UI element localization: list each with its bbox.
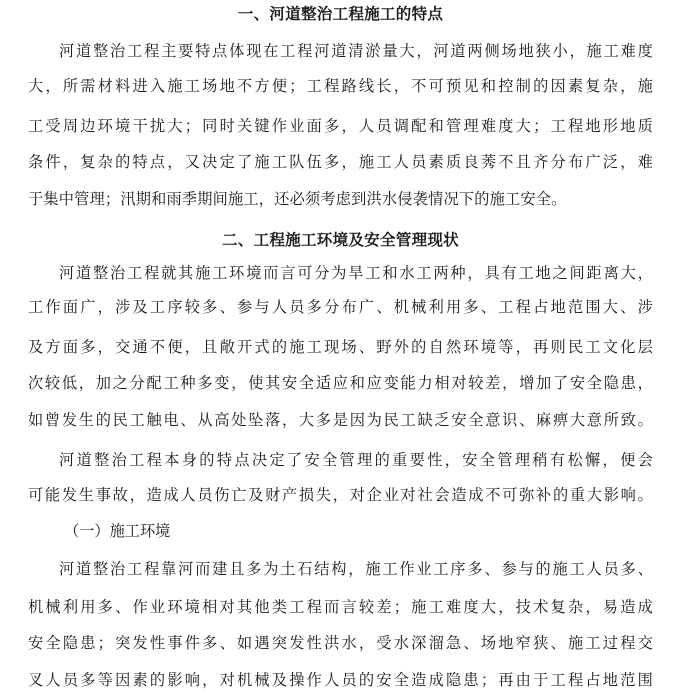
section-1-line-2: 大，所需材料进入施工场地不方便；工程路线长，不可预见和控制的因素复杂，施 (28, 77, 653, 95)
subsection-1-line-1: 河道整治工程靠河而建且多为土石结构，施工作业工序多、参与的施工人员多、 (59, 560, 653, 578)
section-1-line-1: 河道整治工程主要特点体现在工程河道清淤量大，河道两侧场地狭小，施工难度 (59, 42, 653, 60)
section-2-para-2-line-2: 可能发生事故，造成人员伤亡及财产损失，对企业对社会造成不可弥补的重大影响。 (28, 486, 653, 504)
subsection-1-line-4: 叉人员多等因素的影响，对机械及操作人员的安全造成隐患；再由于工程占地范围 (28, 671, 653, 689)
section-2-para-1-line-5: 如曾发生的民工触电、从高处坠落，大多是因为民工缺乏安全意识、麻痹大意所致。 (28, 411, 653, 429)
section-2-para-1-line-3: 及方面多，交通不便，且敞开式的施工现场、野外的自然环境等，再则民工文化层 (28, 338, 653, 356)
section-2-para-1-line-4: 次较低，加之分配工种多变，使其安全适应和应变能力相对较差，增加了安全隐患， (28, 374, 653, 392)
section-1-line-3: 工受周边环境干扰大；同时关键作业面多，人员调配和管理难度大；工程地形地质 (28, 117, 653, 135)
section-2-para-1-line-2: 工作面广，涉及工序较多、参与人员多分布广、机械利用多、工程占地范围大、涉 (28, 298, 653, 316)
section-1-line-5: 于集中管理；汛期和雨季期间施工，还必须考虑到洪水侵袭情况下的施工安全。 (28, 190, 567, 208)
subsection-1-line-2: 机械利用多、作业环境相对其他类工程而言较差；施工难度大，技术复杂，易造成 (28, 598, 653, 616)
section-2-para-1-line-1: 河道整治工程就其施工环境而言可分为旱工和水工两种，具有工地之间距离大， (59, 264, 653, 282)
section-2-heading: 二、工程施工环境及安全管理现状 (221, 231, 459, 249)
section-2-para-2-line-1: 河道整治工程本身的特点决定了安全管理的重要性，安全管理稍有松懈，便会 (59, 451, 653, 469)
section-1-heading: 一、河道整治工程施工的特点 (237, 5, 444, 23)
subsection-1-line-3: 安全隐患；突发性事件多、如遇突发性洪水，受水深溜急、场地窄狭、施工过程交 (28, 634, 653, 652)
section-1-line-4: 条件，复杂的特点，又决定了施工队伍多，施工人员素质良莠不且齐分布广泛，难 (28, 153, 653, 171)
subsection-1-heading: （一）施工环境 (64, 522, 171, 540)
